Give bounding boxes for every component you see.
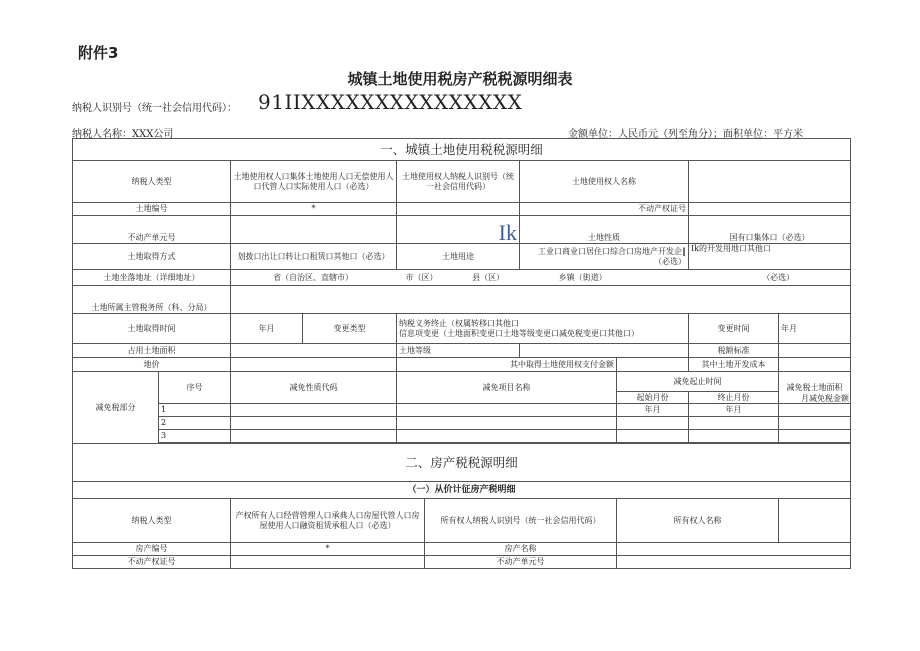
- land-user-name-label: 土地使用权人名称: [520, 161, 689, 203]
- land-nature-options[interactable]: 国有口集体口（必选）: [689, 216, 851, 244]
- relief-code-header: 减免性质代码: [231, 372, 397, 404]
- relief-row-start[interactable]: [617, 430, 689, 443]
- house-name-value[interactable]: [617, 543, 851, 556]
- relief-row-2: [73, 417, 851, 430]
- land-grade-label: 土地等级: [397, 344, 520, 358]
- monthly-relief-header: 月减免税金额: [801, 394, 849, 403]
- relief-row-item[interactable]: [397, 417, 617, 430]
- taxpayer-name: 纳税人名称：XXX公司: [72, 129, 174, 140]
- house-name-label: 房产名称: [425, 543, 617, 556]
- land-no-value[interactable]: [397, 203, 520, 216]
- relief-item-header: 减免项目名称: [397, 372, 617, 404]
- taxpayer-id-value: 91IIXXXXXXXXXXXXXXX: [258, 90, 523, 114]
- relief-row-code[interactable]: [231, 404, 397, 417]
- relief-row-area[interactable]: [779, 430, 851, 443]
- relief-row-end[interactable]: [689, 417, 779, 430]
- land-fee-paid-value[interactable]: [617, 358, 689, 372]
- house-section-title: 二、房产税税源明细: [73, 444, 851, 482]
- tax-office-value[interactable]: [231, 286, 851, 314]
- house-no-label: 房产编号: [73, 543, 231, 556]
- county-label: 县（区）: [472, 272, 505, 282]
- land-no-label: 土地编号: [73, 203, 231, 216]
- dev-cost-value[interactable]: [779, 358, 851, 372]
- relief-area-header: 减免税土地面积: [779, 372, 851, 404]
- start-month-header: 起始月份: [617, 392, 689, 404]
- relief-row-1: [73, 404, 851, 417]
- house-property-cert-value[interactable]: [231, 556, 425, 569]
- tax-standard-value[interactable]: [779, 344, 851, 358]
- land-use-label: 土地用途: [397, 244, 520, 270]
- document-title: 城镇土地使用税房产税税源明细表: [347, 70, 573, 88]
- house-property-unit-label: 不动产单元号: [425, 556, 617, 569]
- property-cert-label: 不动产权证号: [520, 203, 689, 216]
- land-price-value[interactable]: [231, 358, 397, 372]
- end-month-header: 终止月份: [689, 392, 779, 404]
- units-note: 金额单位：人民币元（列至角分）；面积单位：平方米: [568, 129, 803, 140]
- house-property-cert-label: 不动产权证号: [73, 556, 231, 569]
- acquire-method-options[interactable]: 划拨口出让口转让口租赁口其他口（必选）: [231, 244, 397, 270]
- land-taxpayer-type-label: 纳税人类型: [73, 161, 231, 203]
- tax-source-table: [72, 138, 851, 569]
- house-property-unit-value[interactable]: [617, 556, 851, 569]
- relief-row-area[interactable]: [779, 404, 851, 417]
- location-fields[interactable]: [231, 270, 851, 286]
- town-label: 乡镇（街道）: [558, 272, 607, 282]
- relief-row-code[interactable]: [231, 430, 397, 443]
- acquire-method-label: 土地取得方式: [73, 244, 231, 270]
- relief-row-start[interactable]: [617, 417, 689, 430]
- relief-row-seq: 1: [159, 404, 231, 417]
- relief-row-seq: 2: [159, 417, 231, 430]
- acquire-time-label: 土地取得时间: [73, 314, 231, 344]
- city-label: 市（区）: [405, 272, 438, 282]
- land-grade-value[interactable]: [520, 344, 689, 358]
- acquire-time-value[interactable]: 年月: [231, 314, 303, 344]
- tax-office-label: 土地所属主管税务所（科、分局）: [73, 286, 231, 314]
- land-nature-label: 土地性质: [520, 216, 689, 244]
- occupied-area-label: 占用土地面积: [73, 344, 231, 358]
- required-mark: （必选）: [762, 272, 795, 282]
- location-label: 土地坐落地址（详细地址）: [73, 270, 231, 286]
- land-use-options-a[interactable]: 工业口商业口居住口综合口房地产开发企‖ （必选）: [520, 244, 689, 270]
- relief-row-area[interactable]: [779, 417, 851, 430]
- land-price-label: 地价: [73, 358, 231, 372]
- house-no-mark: *: [231, 543, 425, 556]
- change-time-value[interactable]: 年月: [779, 314, 851, 344]
- property-cert-value[interactable]: [689, 203, 851, 216]
- land-user-id-label: 土地使用权人纳税人识别号（统一社会信用代码）: [397, 161, 520, 203]
- property-unit-label: 不动产单元号: [73, 216, 231, 244]
- owner-name-value[interactable]: [779, 499, 851, 543]
- relief-row-start[interactable]: 年月: [617, 404, 689, 417]
- house-subsection-title: （一）从价计征房产税明细: [73, 482, 851, 499]
- relief-row-3: [73, 430, 851, 443]
- relief-row-seq: 3: [159, 430, 231, 443]
- stamp-mark: Ik: [397, 216, 520, 244]
- land-use-options-c[interactable]: Ik的开发用地口其他口: [689, 244, 851, 270]
- relief-row-end[interactable]: 年月: [689, 404, 779, 417]
- house-taxpayer-type-options[interactable]: 产权所有人口经营管理人口承典人口房屋代管人口房屋使用人口融资租赁承租人口（必选）: [231, 499, 425, 543]
- owner-name-label: 所有权人名称: [617, 499, 779, 543]
- land-no-mark: *: [231, 203, 397, 216]
- house-taxpayer-type-label: 纳税人类型: [73, 499, 231, 543]
- relief-period-header: 减免起止时间: [617, 372, 779, 392]
- relief-row-end[interactable]: [689, 430, 779, 443]
- relief-seq-header: 序号: [159, 372, 231, 404]
- tax-standard-label: 税额标准: [689, 344, 779, 358]
- change-time-label: 变更时间: [689, 314, 779, 344]
- land-taxpayer-type-options[interactable]: 土地使用权人口集体土地使用人口无偿使用人口代管人口实际使用人口（必选）: [231, 161, 397, 203]
- owner-id-label: 所有权人纳税人识别号（统一社会信用代码）: [425, 499, 617, 543]
- dev-cost-label: 其中土地开发成本: [689, 358, 779, 372]
- relief-row-code[interactable]: [231, 417, 397, 430]
- relief-row-item[interactable]: [397, 430, 617, 443]
- relief-row-item[interactable]: [397, 404, 617, 417]
- attachment-label: 附件3: [78, 44, 119, 62]
- land-section-title: 一、城镇土地使用税税源明细: [73, 139, 851, 161]
- land-fee-paid-label: 其中取得土地使用权支付金额: [397, 358, 617, 372]
- change-type-options[interactable]: 纳税义务终止（权属转移口其他口 信息项变更（土地面积变更口土地等级变更口减免税变更口其他口）: [397, 314, 689, 344]
- change-type-label: 变更类型: [303, 314, 397, 344]
- relief-section-label: 减免税部分: [73, 372, 159, 444]
- occupied-area-value[interactable]: [231, 344, 397, 358]
- land-user-name-value[interactable]: [689, 161, 851, 203]
- property-unit-value[interactable]: [231, 216, 397, 244]
- province-label: 省（自治区、直辖市）: [273, 272, 353, 282]
- taxpayer-id-label: 纳税人识别号（统一社会信用代码）：: [72, 103, 237, 114]
